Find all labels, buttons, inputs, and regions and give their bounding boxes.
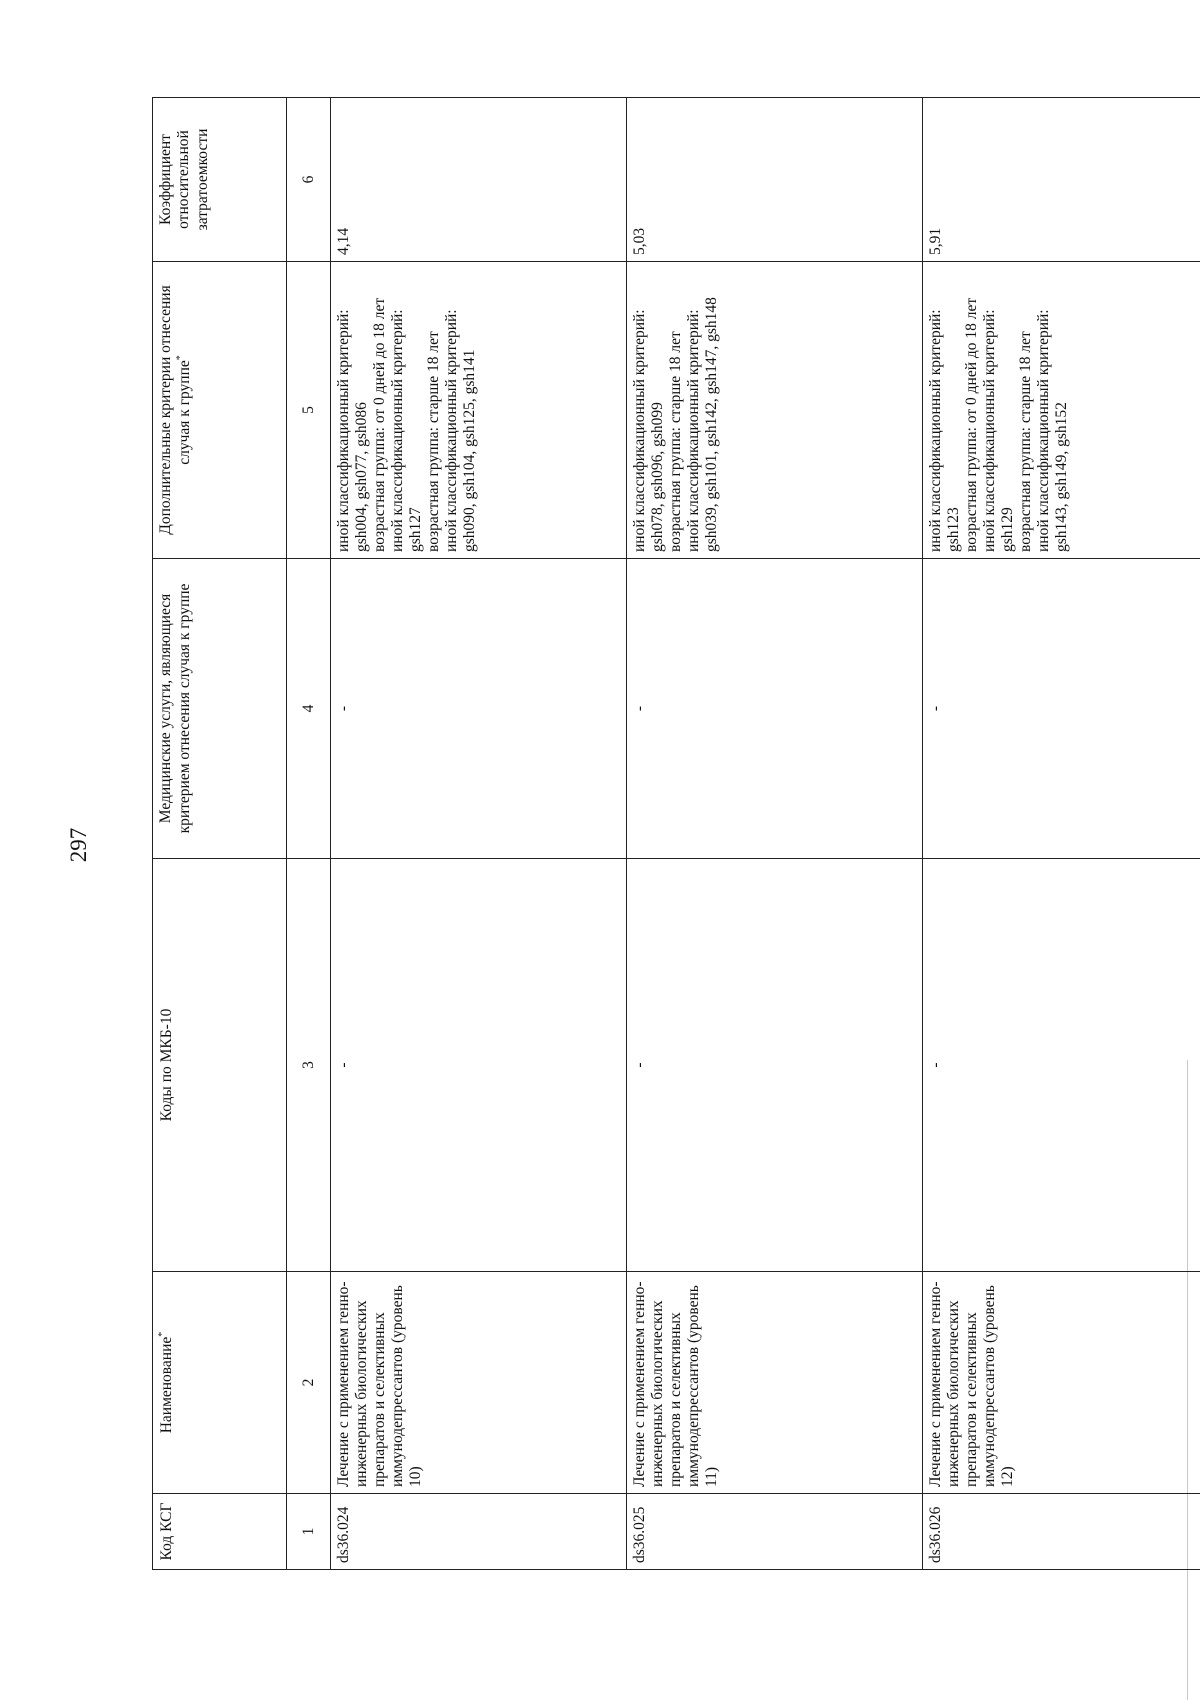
header-name: Наименование*	[153, 1272, 287, 1494]
criteria-line: иной классификационный критерий: gsh090, gsh104, gsh125, gsh141	[443, 268, 479, 552]
criteria-line: иной классификационный критерий: gsh078, gsh096, gsh099	[631, 268, 667, 552]
criteria-line: возрастная группа: старше 18 лет	[1017, 268, 1035, 552]
criteria-cell	[627, 262, 923, 559]
coefficient-cell: 5,91	[923, 98, 1200, 262]
ksg-code-cell: ds36.025	[627, 1494, 923, 1570]
criteria-line: иной классификационный критерий: gsh004, gsh077, gsh086	[335, 268, 371, 552]
ksg-code-cell: ds36.024	[331, 1494, 627, 1570]
mkb-cell: -	[331, 859, 627, 1272]
column-number: 4	[287, 559, 331, 859]
header-services: Медицинские услуги, являющиеся критерием отнесения случая к группе	[153, 559, 287, 859]
name-cell: Лечение с применением генно-инженерных биологических препаратов и селективных иммунодепрессантов (уровень 12)	[923, 1272, 1200, 1494]
ksg-code-cell: ds36.026	[923, 1494, 1200, 1570]
criteria-line: иной классификационный критерий: gsh039, gsh101, gsh142, gsh147, gsh148	[685, 268, 721, 552]
header-coefficient: Коэффициент относительной затратоемкости	[153, 98, 287, 262]
name-cell: Лечение с применением генно-инженерных биологических препаратов и селективных иммунодепрессантов (уровень 11)	[627, 1272, 923, 1494]
column-numbers-row	[287, 98, 331, 1570]
column-number: 3	[287, 859, 331, 1272]
page-number: 297	[66, 820, 92, 870]
table-header-row	[153, 98, 287, 1570]
table-row	[923, 98, 1200, 1570]
table-row	[627, 98, 923, 1570]
criteria-line: возрастная группа: старше 18 лет	[425, 268, 443, 552]
mkb-cell: -	[627, 859, 923, 1272]
table-body	[331, 98, 1200, 1570]
criteria-line: иной классификационный критерий: gsh123	[927, 268, 963, 552]
criteria-line: возрастная группа: от 0 дней до 18 лет	[371, 268, 389, 552]
criteria-cell	[923, 262, 1200, 559]
rotated-table-wrapper	[152, 98, 1084, 1570]
criteria-line: иной классификационный критерий: gsh127	[389, 268, 425, 552]
ksg-table	[152, 97, 1200, 1570]
coefficient-cell: 5,03	[627, 98, 923, 262]
name-cell: Лечение с применением генно-инженерных биологических препаратов и селективных иммунодепрессантов (уровень 10)	[331, 1272, 627, 1494]
mkb-cell: -	[923, 859, 1200, 1272]
column-number: 2	[287, 1272, 331, 1494]
services-cell: -	[331, 559, 627, 859]
header-code: Код КСГ	[153, 1494, 287, 1570]
column-number: 5	[287, 262, 331, 559]
criteria-line: возрастная группа: старше 18 лет	[667, 268, 685, 552]
services-cell: -	[923, 559, 1200, 859]
services-cell: -	[627, 559, 923, 859]
table-row	[331, 98, 627, 1570]
header-mkb: Коды по МКБ-10	[153, 859, 287, 1272]
criteria-line: возрастная группа: от 0 дней до 18 лет	[963, 268, 981, 552]
criteria-cell	[331, 262, 627, 559]
criteria-line: иной классификационный критерий: gsh143, gsh149, gsh152	[1035, 268, 1071, 552]
column-number: 6	[287, 98, 331, 262]
coefficient-cell: 4,14	[331, 98, 627, 262]
criteria-line: иной классификационный критерий: gsh129	[981, 268, 1017, 552]
header-criteria: Дополнительные критерии отнесения случая к группе*	[153, 262, 287, 559]
column-number: 1	[287, 1494, 331, 1570]
